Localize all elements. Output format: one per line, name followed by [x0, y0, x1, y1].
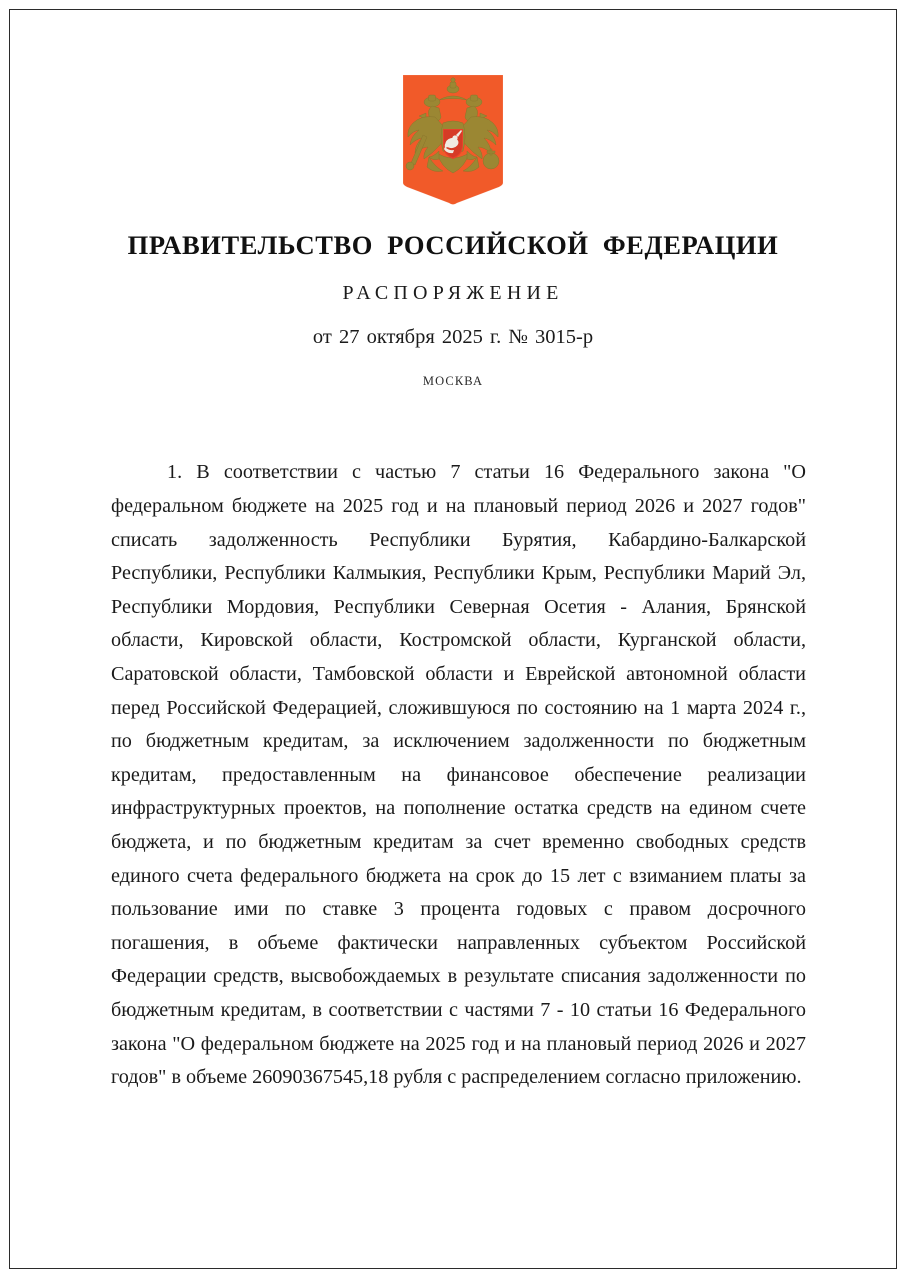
document-type: РАСПОРЯЖЕНИЕ [342, 282, 564, 305]
emblem-container [399, 10, 507, 205]
document-body [10, 388, 896, 1094]
russian-coat-of-arms-icon [399, 73, 507, 205]
document-header [10, 231, 896, 388]
document-number-date: от 27 октября 2025 г. № 3015-р [312, 326, 594, 349]
government-title: ПРАВИТЕЛЬСТВО РОССИЙСКОЙ ФЕДЕРАЦИИ [127, 230, 779, 260]
paragraph-item-1: 1. В соответствии с частью 7 статьи 16 Федерального закона "О федеральном бюджете на 2025 год и на плановый период 2026 и 2027 годов" списать задолженность Республики Бурятия, Кабардино-Балкарской Республики, Республики Калмыкия, Республики Крым, Республики Марий Эл, Республики Мордовия, Республики Северная Осетия - Алания, Брянской области, Кировской области, Костромской области, Курганской области, Саратовской области, Тамбовской области и Еврейской автономной области перед Российской Федерацией, сложившуюся по состоянию на 1 марта 2024 г., по бюджетным кредитам, за исключением задолженности по бюджетным кредитам, предоставленным на финансовое обеспечение реализации инфраструктурных проектов, на пополнение остатка средств на едином счете бюджета, и по бюджетным кредитам за счет временно свободных средств единого счета федерального бюджета на срок до 15 лет с взиманием платы за пользование ими по ставке 3 процента годовых с правом досрочного погашения, в объеме фактически направленных субъектом Российской Федерации средств, высвобождаемых в результате списания задолженности по бюджетным кредитам, в соответствии с частями 7 - 10 статьи 16 Федерального закона "О федеральном бюджете на 2025 год и на плановый период 2026 и 2027 годов" в объеме 26090367545,18 рубля с распределением согласно приложению. [111, 461, 806, 1089]
document-city: МОСКВА [422, 373, 484, 388]
document-page [9, 9, 897, 1269]
